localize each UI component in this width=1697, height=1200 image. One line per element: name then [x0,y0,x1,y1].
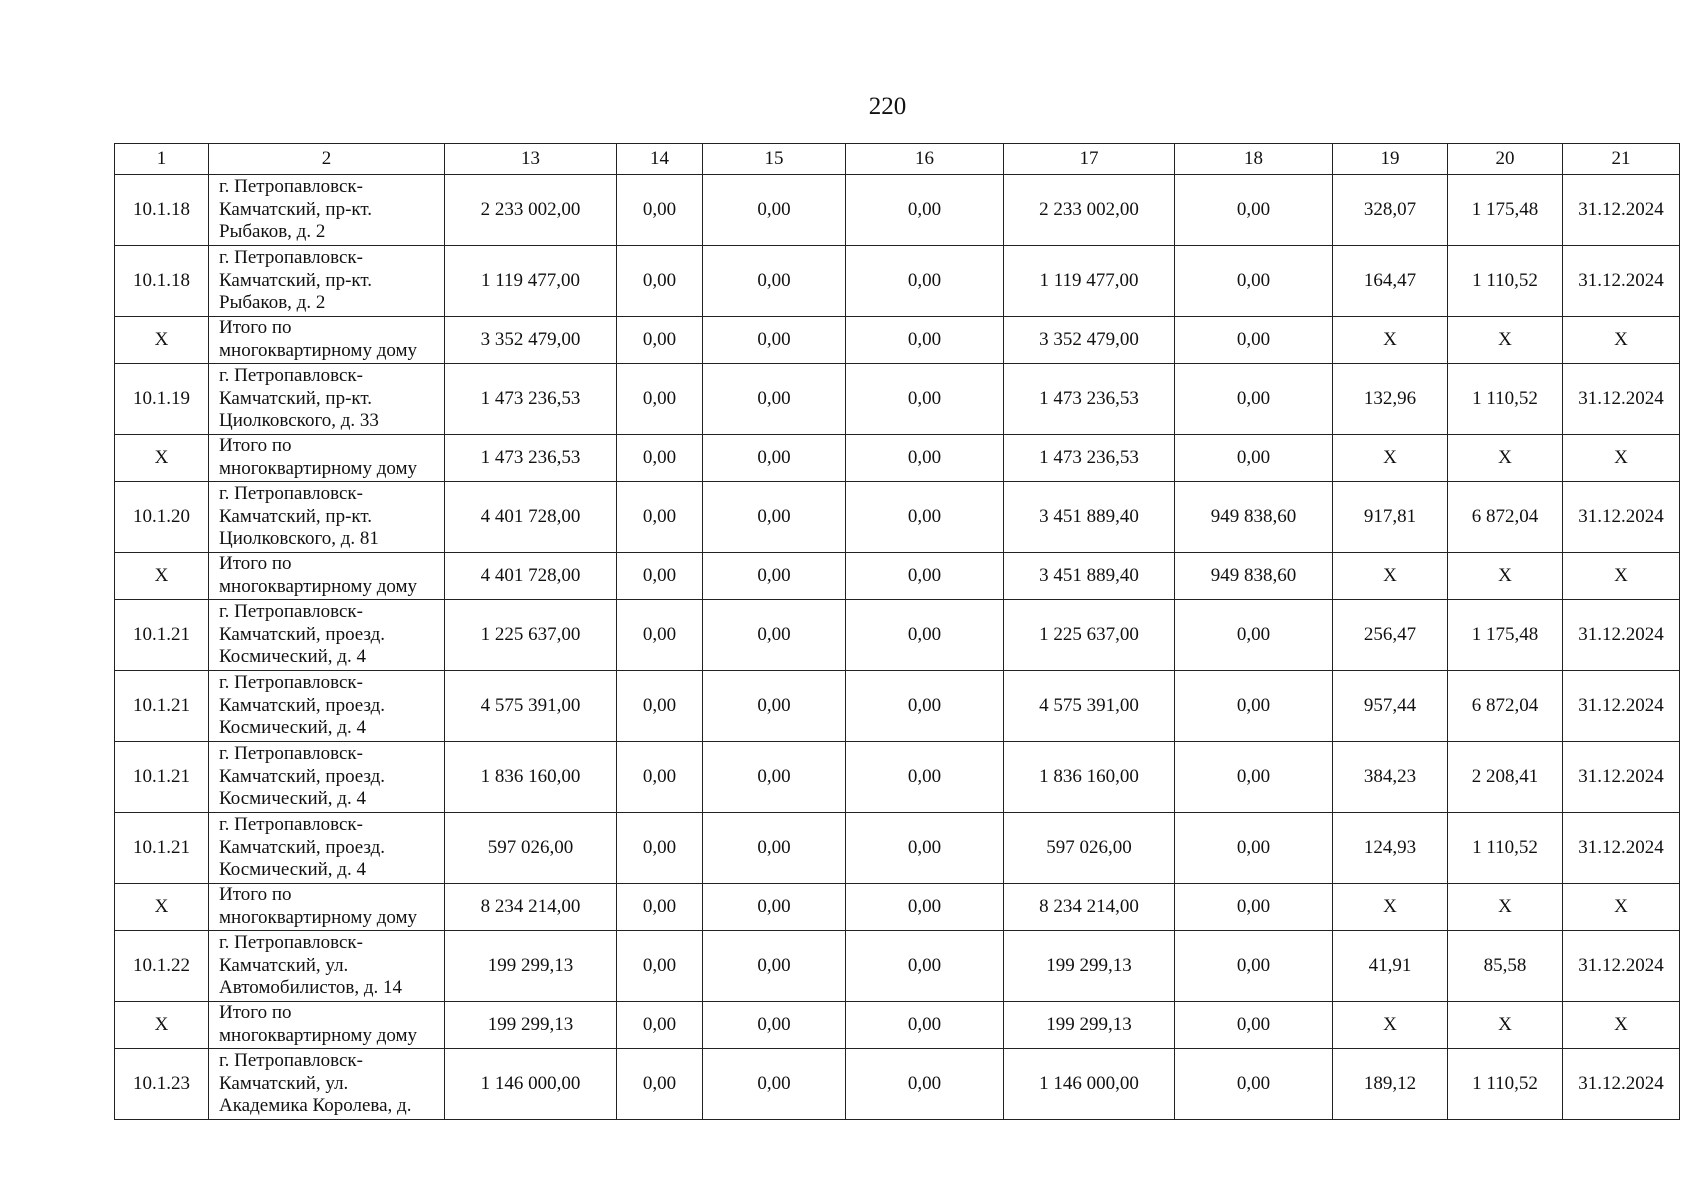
table-cell: 6 872,04 [1448,671,1563,742]
address-line: Камчатский, проезд. [219,765,386,787]
column-header: 14 [617,144,703,175]
table-cell: 949 838,60 [1175,553,1333,600]
table-cell: 199 299,13 [445,931,617,1002]
column-header: 2 [209,144,445,175]
table-cell: 0,00 [1175,1002,1333,1049]
column-header: 20 [1448,144,1563,175]
table-cell: 1 473 236,53 [1004,364,1175,435]
table-cell: 1 225 637,00 [1004,600,1175,671]
address-line: Космический, д. 4 [219,788,366,810]
address-line: Академика Королева, д. [219,1095,412,1117]
table-cell: 1 225 637,00 [445,600,617,671]
table-cell: Х [1563,435,1680,482]
table-cell: 0,00 [846,600,1004,671]
address-line: многоквартирному дому [219,458,418,479]
table-cell: 1 836 160,00 [1004,742,1175,813]
column-header: 17 [1004,144,1175,175]
table-cell: 0,00 [846,742,1004,813]
address-cell [209,435,445,482]
table-cell: 0,00 [846,317,1004,364]
table-row [115,317,1680,364]
table-cell: 0,00 [617,1002,703,1049]
address-cell [209,175,445,246]
address-cell [209,671,445,742]
table-cell: Х [1333,1002,1448,1049]
table-row [115,553,1680,600]
address-line: многоквартирному дому [219,1025,418,1046]
table-row [115,175,1680,246]
table-cell: 1 146 000,00 [1004,1049,1175,1120]
column-header: 16 [846,144,1004,175]
address-line: Космический, д. 4 [219,646,366,668]
table-row [115,671,1680,742]
address-line: Камчатский, проезд. [219,694,386,716]
column-header: 15 [703,144,846,175]
table-cell: 0,00 [703,742,846,813]
table-cell: 10.1.21 [115,671,209,742]
table-row [115,1049,1680,1120]
table-row [115,246,1680,317]
table-cell: 0,00 [617,813,703,884]
table-cell: 199 299,13 [1004,931,1175,1002]
address-line: г. Петропавловск- [219,1049,363,1071]
table-cell: 0,00 [703,482,846,553]
address-line: г. Петропавловск- [219,364,363,386]
table-cell: 0,00 [846,246,1004,317]
table-cell: 4 575 391,00 [1004,671,1175,742]
address-cell [209,1002,445,1049]
table-cell: 31.12.2024 [1563,813,1680,884]
address-cell [209,246,445,317]
table-cell: 0,00 [703,884,846,931]
table-cell: 0,00 [1175,600,1333,671]
table-cell: 0,00 [617,435,703,482]
table-cell: 2 233 002,00 [1004,175,1175,246]
address-cell [209,482,445,553]
table-cell: 199 299,13 [445,1002,617,1049]
table-cell: Х [115,553,209,600]
table-cell: 0,00 [846,364,1004,435]
address-line: г. Петропавловск- [219,671,363,693]
table-cell: Х [1448,553,1563,600]
table-row [115,364,1680,435]
table-cell: Х [1448,317,1563,364]
table-row [115,435,1680,482]
table-cell: 31.12.2024 [1563,1049,1680,1120]
table-row [115,931,1680,1002]
table-cell: 0,00 [617,671,703,742]
address-line: Камчатский, пр-кт. [219,269,373,291]
table-header-row [115,144,1680,175]
address-line: г. Петропавловск- [219,246,363,268]
table-cell: 164,47 [1333,246,1448,317]
table-row [115,742,1680,813]
table-cell: Х [115,884,209,931]
table-cell: 3 451 889,40 [1004,482,1175,553]
column-header: 13 [445,144,617,175]
table-cell: 0,00 [703,1002,846,1049]
table-cell: 0,00 [846,175,1004,246]
address-line: Итого по [219,884,292,906]
table-cell: 8 234 214,00 [1004,884,1175,931]
table-cell: Х [1333,317,1448,364]
table-cell: 0,00 [1175,435,1333,482]
table-cell: 1 473 236,53 [1004,435,1175,482]
table-cell: 10.1.23 [115,1049,209,1120]
address-cell [209,931,445,1002]
address-line: Автомобилистов, д. 14 [219,977,403,999]
table-cell: Х [1563,1002,1680,1049]
address-cell [209,1049,445,1120]
table-cell: 957,44 [1333,671,1448,742]
address-line: многоквартирному дому [219,576,418,597]
table-cell: 0,00 [703,1049,846,1120]
table-cell: 1 119 477,00 [1004,246,1175,317]
table-cell: 10.1.21 [115,742,209,813]
table-cell: 0,00 [703,175,846,246]
table-cell: 597 026,00 [1004,813,1175,884]
table-cell: 0,00 [846,1002,1004,1049]
table-cell: 1 110,52 [1448,813,1563,884]
table-cell: 10.1.21 [115,813,209,884]
table-row [115,482,1680,553]
table-cell: 0,00 [846,671,1004,742]
address-cell [209,813,445,884]
table-cell: 0,00 [617,884,703,931]
table-cell: 0,00 [703,600,846,671]
address-cell [209,364,445,435]
table-cell: Х [115,317,209,364]
address-line: г. Петропавловск- [219,813,363,835]
table-cell: 31.12.2024 [1563,246,1680,317]
table-cell: 0,00 [1175,884,1333,931]
table-cell: 1 110,52 [1448,246,1563,317]
table-cell: 0,00 [1175,175,1333,246]
table-cell: 256,47 [1333,600,1448,671]
table-cell: 189,12 [1333,1049,1448,1120]
table-row [115,600,1680,671]
column-header: 18 [1175,144,1333,175]
table-cell: Х [1333,435,1448,482]
address-line: Космический, д. 4 [219,717,366,739]
address-line: Циолковского, д. 81 [219,528,379,550]
table-cell: Х [1448,1002,1563,1049]
table-cell: 31.12.2024 [1563,482,1680,553]
table-cell: Х [1333,884,1448,931]
address-line: г. Петропавловск- [219,482,363,504]
table-cell: 0,00 [1175,317,1333,364]
table-cell: 1 473 236,53 [445,435,617,482]
table-cell: 4 401 728,00 [445,482,617,553]
table-cell: 31.12.2024 [1563,600,1680,671]
table-cell: 1 146 000,00 [445,1049,617,1120]
table-cell: 10.1.22 [115,931,209,1002]
table-cell: 0,00 [703,813,846,884]
table-cell: 0,00 [617,317,703,364]
page-number: 220 [868,93,907,120]
table-cell: 31.12.2024 [1563,671,1680,742]
address-line: Космический, д. 4 [219,859,366,881]
table-cell: 3 451 889,40 [1004,553,1175,600]
address-line: Рыбаков, д. 2 [219,221,326,243]
table-cell: 0,00 [1175,813,1333,884]
table-cell: 0,00 [846,482,1004,553]
table-cell: 0,00 [846,931,1004,1002]
table-cell: 949 838,60 [1175,482,1333,553]
table-cell: 124,93 [1333,813,1448,884]
table-cell: 597 026,00 [445,813,617,884]
table-cell: 10.1.19 [115,364,209,435]
table-cell: 1 175,48 [1448,175,1563,246]
address-line: многоквартирному дому [219,340,418,361]
address-cell [209,742,445,813]
address-line: Итого по [219,317,292,339]
table-cell: 0,00 [1175,742,1333,813]
table-cell: 0,00 [846,813,1004,884]
table-cell: 0,00 [703,931,846,1002]
address-line: Рыбаков, д. 2 [219,292,326,314]
address-line: Камчатский, пр-кт. [219,387,373,409]
table-cell: 0,00 [846,1049,1004,1120]
table-body [115,175,1680,1120]
address-line: Циолковского, д. 33 [219,410,379,432]
address-line: Итого по [219,435,292,457]
data-table [114,143,1680,1120]
table-cell: Х [1563,884,1680,931]
table-cell: 0,00 [617,364,703,435]
table-cell: 3 352 479,00 [1004,317,1175,364]
table-cell: 8 234 214,00 [445,884,617,931]
table-cell: 328,07 [1333,175,1448,246]
table-cell: 0,00 [703,317,846,364]
table-cell: 1 473 236,53 [445,364,617,435]
table-cell: 2 208,41 [1448,742,1563,813]
address-line: г. Петропавловск- [219,175,363,197]
table-cell: 1 110,52 [1448,364,1563,435]
table-cell: 4 401 728,00 [445,553,617,600]
address-line: Камчатский, ул. [219,954,349,976]
table-cell: 0,00 [703,246,846,317]
table-cell: 6 872,04 [1448,482,1563,553]
table-cell: Х [1448,435,1563,482]
table-cell: 0,00 [846,553,1004,600]
table-cell: 10.1.20 [115,482,209,553]
table-cell: 10.1.21 [115,600,209,671]
table-cell: 85,58 [1448,931,1563,1002]
table-cell: Х [115,1002,209,1049]
table-cell: 31.12.2024 [1563,175,1680,246]
address-line: Камчатский, пр-кт. [219,505,373,527]
table-row [115,884,1680,931]
address-line: Итого по [219,1002,292,1024]
table-cell: Х [115,435,209,482]
table-cell: 0,00 [703,553,846,600]
table-cell: 31.12.2024 [1563,364,1680,435]
table-cell: 0,00 [617,175,703,246]
table-cell: 0,00 [1175,671,1333,742]
table-cell: 0,00 [617,1049,703,1120]
address-line: многоквартирному дому [219,907,418,928]
table-cell: 41,91 [1333,931,1448,1002]
table-cell: 31.12.2024 [1563,742,1680,813]
address-cell [209,600,445,671]
table-cell: 917,81 [1333,482,1448,553]
table-cell: 0,00 [846,435,1004,482]
table-cell: 0,00 [1175,931,1333,1002]
table-cell: 31.12.2024 [1563,931,1680,1002]
table-cell: 384,23 [1333,742,1448,813]
column-header: 19 [1333,144,1448,175]
table-cell: 199 299,13 [1004,1002,1175,1049]
table-cell: 10.1.18 [115,246,209,317]
address-line: Камчатский, пр-кт. [219,198,373,220]
table-cell: Х [1333,553,1448,600]
address-cell [209,884,445,931]
table-cell: 1 119 477,00 [445,246,617,317]
table-cell: 1 175,48 [1448,600,1563,671]
table-cell: 0,00 [846,884,1004,931]
table-cell: 0,00 [703,364,846,435]
table-cell: 10.1.18 [115,175,209,246]
address-line: г. Петропавловск- [219,600,363,622]
table-cell: 0,00 [617,553,703,600]
table-cell: 0,00 [617,246,703,317]
table-row [115,1002,1680,1049]
table-cell: 0,00 [617,482,703,553]
table-cell: 1 836 160,00 [445,742,617,813]
table-cell: 0,00 [703,435,846,482]
table-cell: 3 352 479,00 [445,317,617,364]
address-line: Итого по [219,553,292,575]
table-cell: 0,00 [617,742,703,813]
address-line: Камчатский, проезд. [219,623,386,645]
table-cell: 2 233 002,00 [445,175,617,246]
table-cell: Х [1563,317,1680,364]
table-cell: Х [1448,884,1563,931]
address-line: Камчатский, ул. [219,1072,349,1094]
address-line: г. Петропавловск- [219,931,363,953]
table-row [115,813,1680,884]
table-cell: 0,00 [617,600,703,671]
table-cell: 132,96 [1333,364,1448,435]
address-cell [209,553,445,600]
address-line: Камчатский, проезд. [219,836,386,858]
table-cell: 4 575 391,00 [445,671,617,742]
table-cell: 0,00 [703,671,846,742]
table-cell: 1 110,52 [1448,1049,1563,1120]
table-cell: 0,00 [617,931,703,1002]
table-cell: 0,00 [1175,246,1333,317]
table-cell: 0,00 [1175,1049,1333,1120]
column-header: 21 [1563,144,1680,175]
column-header: 1 [115,144,209,175]
address-cell [209,317,445,364]
table-cell: Х [1563,553,1680,600]
address-line: г. Петропавловск- [219,742,363,764]
table-cell: 0,00 [1175,364,1333,435]
